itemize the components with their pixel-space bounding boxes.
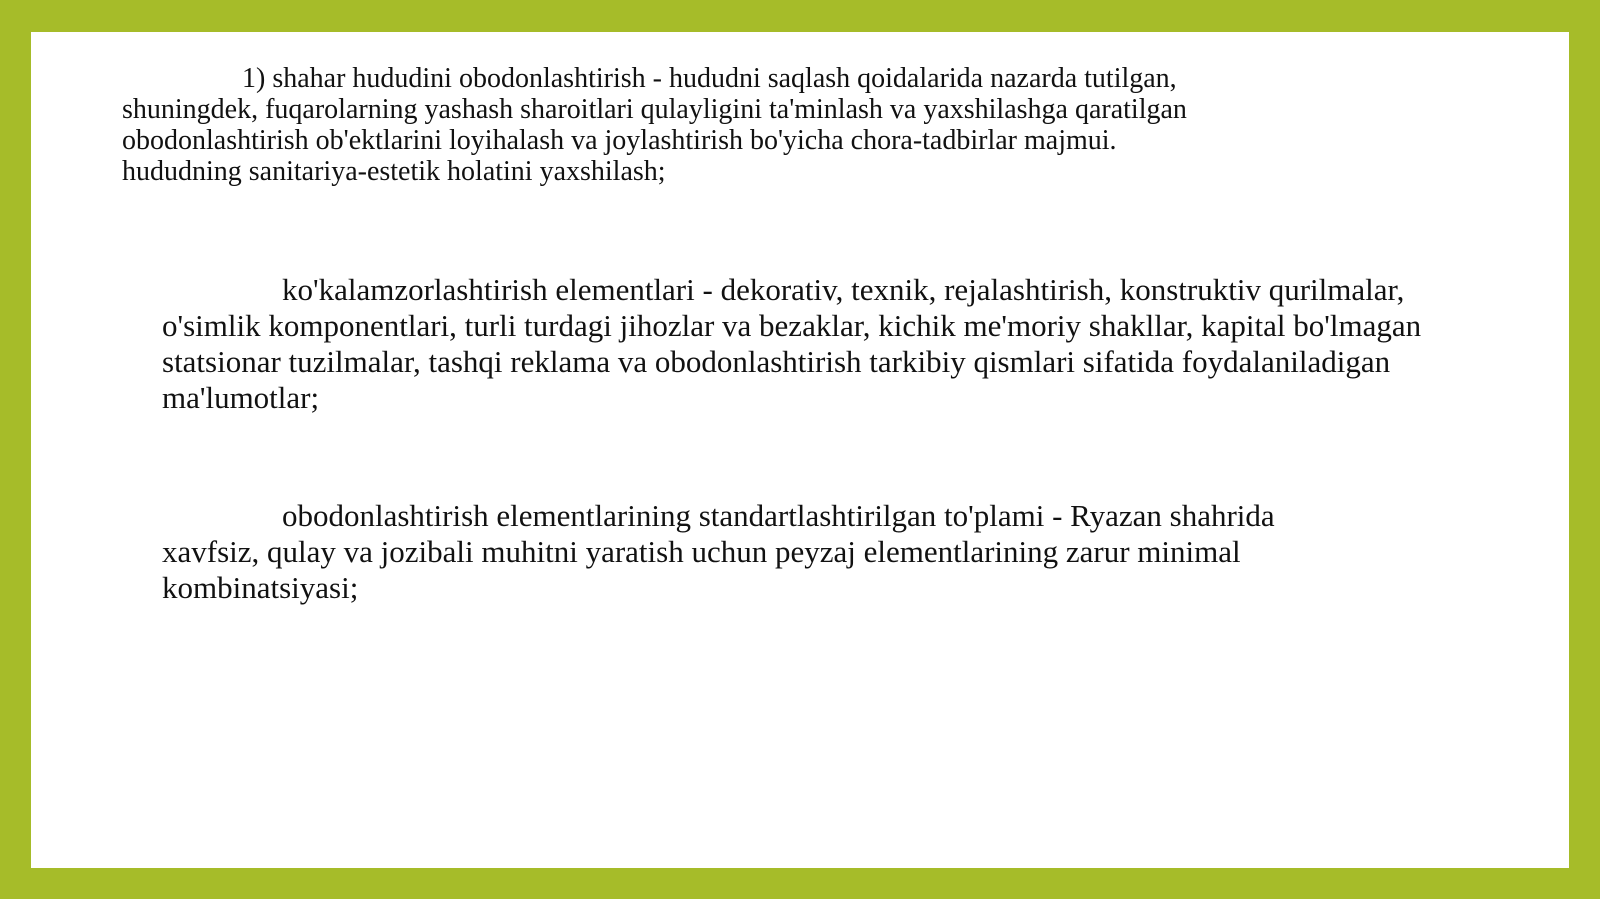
slide-content-area <box>31 32 1569 868</box>
paragraph-city-improvement: 1) shahar hududini obodonlashtirish - hududni saqlash qoidalarida nazarda tutilgan, shuningdek, fuqarolarning yashash sharoitlari qulayligini ta'minlash va yaxshilashga qaratilgan obodonlashtirish ob'ektlarini loyihalash va joylashtirish bo'yicha chora-tadbirlar majmui. hududning sanitariya-estetik holatini yaxshilash; <box>122 63 1187 187</box>
paragraph-standard-set: obodonlashtirish elementlarining standartlashtirilgan to'plami - Ryazan shahrida xavfsiz, qulay va jozibali muhitni yaratish uchun peyzaj elementlarining zarur minimal kombinatsiyasi; <box>162 498 1275 605</box>
paragraph-greening-elements: ko'kalamzorlashtirish elementlari - dekorativ, texnik, rejalashtirish, konstruktiv qurilmalar, o'simlik komponentlari, turli turdagi jihozlar va bezaklar, kichik me'moriy shakllar, kapital bo'lmagan statsionar tuzilmalar, tashqi reklama va obodonlashtirish tarkibiy qismlari sifatida foydalaniladigan ma'lumotlar; <box>162 272 1422 415</box>
